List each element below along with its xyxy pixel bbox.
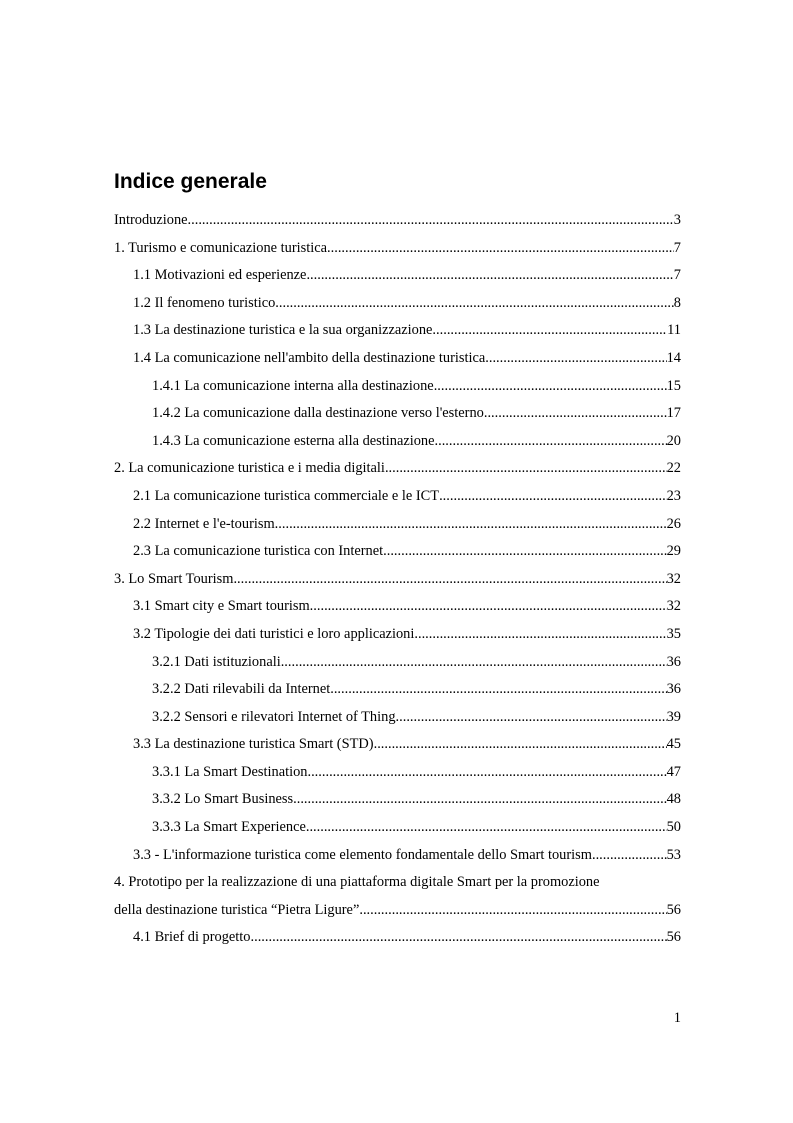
- table-of-contents: [114, 207, 681, 952]
- toc-entry-label: 1.2 Il fenomeno turistico: [133, 294, 276, 311]
- toc-entry-label: 2.1 La comunicazione turistica commerciale e le ICT: [133, 487, 440, 504]
- dot-leader: [359, 897, 666, 925]
- toc-entry-page: 14: [666, 349, 681, 366]
- toc-entry[interactable]: [114, 897, 681, 925]
- toc-entry-label: 2.3 La comunicazione turistica con Internet: [133, 543, 384, 560]
- toc-entry[interactable]: [114, 566, 681, 594]
- toc-entry-page: 50: [666, 819, 681, 836]
- toc-entry-page: 53: [666, 846, 681, 863]
- toc-entry-label: 4.1 Brief di progetto: [133, 929, 251, 946]
- toc-entry-label: 1. Turismo e comunicazione turistica: [114, 239, 328, 256]
- toc-entry-page: 8: [673, 294, 681, 311]
- dot-leader: [435, 428, 667, 456]
- toc-entry-label: 3.2.2 Dati rilevabili da Internet: [152, 681, 331, 698]
- toc-entry-page: 56: [666, 929, 681, 946]
- toc-entry-label: 1.4.1 La comunicazione interna alla destinazione: [152, 377, 434, 394]
- toc-entry[interactable]: [114, 317, 681, 345]
- dot-leader: [383, 538, 666, 566]
- toc-entry-page: 15: [666, 377, 681, 394]
- toc-entry-page: 7: [673, 239, 681, 256]
- dot-leader: [414, 621, 666, 649]
- page-number: 1: [673, 1010, 681, 1026]
- dot-leader: [439, 483, 667, 511]
- toc-entry[interactable]: [114, 483, 681, 511]
- dot-leader: [396, 704, 667, 732]
- dot-leader: [275, 290, 674, 318]
- toc-entry-label: 3.3 La destinazione turistica Smart (STD): [133, 736, 374, 753]
- toc-entry[interactable]: [114, 511, 681, 539]
- toc-entry-label: 4. Prototipo per la realizzazione di una piattaforma digitale Smart per la promozione: [114, 874, 600, 891]
- toc-entry-label: 3.2.1 Dati istituzionali: [152, 653, 281, 670]
- toc-entry[interactable]: [114, 593, 681, 621]
- toc-entry-page: 23: [666, 487, 681, 504]
- dot-leader: [374, 731, 667, 759]
- toc-entry-label: 1.4.3 La comunicazione esterna alla destinazione: [152, 432, 435, 449]
- toc-entry-page: 35: [666, 625, 681, 642]
- toc-entry[interactable]: [114, 869, 681, 897]
- dot-leader: [310, 593, 667, 621]
- toc-entry-label: 1.4.2 La comunicazione dalla destinazione verso l'esterno: [152, 405, 484, 422]
- toc-entry-label: 3.2 Tipologie dei dati turistici e loro applicazioni: [133, 625, 415, 642]
- dot-leader: [233, 566, 666, 594]
- toc-entry-page: 47: [666, 763, 681, 780]
- dot-leader: [307, 759, 666, 787]
- dot-leader: [281, 649, 667, 677]
- toc-title: Indice generale: [114, 170, 267, 193]
- toc-entry[interactable]: [114, 428, 681, 456]
- toc-entry[interactable]: [114, 262, 681, 290]
- toc-entry-label: 3.3.3 La Smart Experience: [152, 819, 306, 836]
- toc-entry[interactable]: [114, 786, 681, 814]
- toc-entry-label: 1.1 Motivazioni ed esperienze: [133, 267, 307, 284]
- toc-entry[interactable]: [114, 676, 681, 704]
- dot-leader: [188, 207, 674, 235]
- toc-entry-label: della destinazione turistica “Pietra Ligure”: [114, 901, 360, 918]
- toc-entry[interactable]: [114, 235, 681, 263]
- toc-entry-page: 22: [666, 460, 681, 477]
- toc-entry-page: 45: [666, 736, 681, 753]
- toc-entry[interactable]: [114, 538, 681, 566]
- toc-entry[interactable]: [114, 621, 681, 649]
- toc-entry-label: 3.3 - L'informazione turistica come elemento fondamentale dello Smart tourism: [133, 846, 592, 863]
- toc-entry-page: 39: [666, 708, 681, 725]
- toc-entry-page: 32: [666, 570, 681, 587]
- toc-entry[interactable]: [114, 924, 681, 952]
- toc-entry-label: 2. La comunicazione turistica e i media digitali: [114, 460, 385, 477]
- toc-entry[interactable]: [114, 842, 681, 870]
- toc-entry[interactable]: [114, 345, 681, 373]
- toc-entry-page: 48: [666, 791, 681, 808]
- dot-leader: [432, 317, 667, 345]
- dot-leader: [306, 814, 667, 842]
- toc-entry-label: 3. Lo Smart Tourism: [114, 570, 234, 587]
- toc-entry-page: 32: [666, 598, 681, 615]
- toc-entry-label: 1.4 La comunicazione nell'ambito della destinazione turistica: [133, 349, 486, 366]
- toc-entry-label: 3.2.2 Sensori e rilevatori Internet of Thing: [152, 708, 396, 725]
- dot-leader: [434, 373, 667, 401]
- toc-entry[interactable]: [114, 455, 681, 483]
- toc-entry[interactable]: [114, 207, 681, 235]
- toc-entry[interactable]: [114, 731, 681, 759]
- toc-entry-page: 17: [666, 405, 681, 422]
- toc-entry[interactable]: [114, 704, 681, 732]
- toc-entry[interactable]: [114, 649, 681, 677]
- dot-leader: [592, 842, 667, 870]
- dot-leader: [385, 455, 667, 483]
- toc-entry-page: 56: [666, 901, 681, 918]
- toc-entry-page: 20: [666, 432, 681, 449]
- dot-leader: [330, 676, 666, 704]
- toc-entry[interactable]: [114, 400, 681, 428]
- toc-entry-page: 3: [673, 212, 681, 228]
- dot-leader: [306, 262, 673, 290]
- toc-entry-label: 1.3 La destinazione turistica e la sua organizzazione: [133, 322, 433, 339]
- toc-entry-page: 36: [666, 681, 681, 698]
- dot-leader: [275, 511, 667, 539]
- dot-leader: [293, 786, 666, 814]
- toc-entry-label: 3.3.1 La Smart Destination: [152, 763, 308, 780]
- toc-entry[interactable]: [114, 373, 681, 401]
- dot-leader: [485, 345, 666, 373]
- toc-entry-page: 29: [666, 543, 681, 560]
- toc-entry-page: 11: [667, 322, 681, 339]
- dot-leader: [327, 235, 674, 263]
- dot-leader: [484, 400, 667, 428]
- toc-entry[interactable]: [114, 290, 681, 318]
- toc-entry-label: 3.3.2 Lo Smart Business: [152, 791, 294, 808]
- toc-entry[interactable]: [114, 759, 681, 787]
- toc-entry[interactable]: [114, 814, 681, 842]
- toc-entry-label: Introduzione: [114, 212, 188, 228]
- toc-entry-page: 26: [666, 515, 681, 532]
- toc-entry-label: 2.2 Internet e l'e-tourism: [133, 515, 275, 532]
- toc-entry-page: 36: [666, 653, 681, 670]
- dot-leader: [251, 924, 667, 952]
- toc-entry-label: 3.1 Smart city e Smart tourism: [133, 598, 310, 615]
- toc-entry-page: 7: [673, 267, 681, 284]
